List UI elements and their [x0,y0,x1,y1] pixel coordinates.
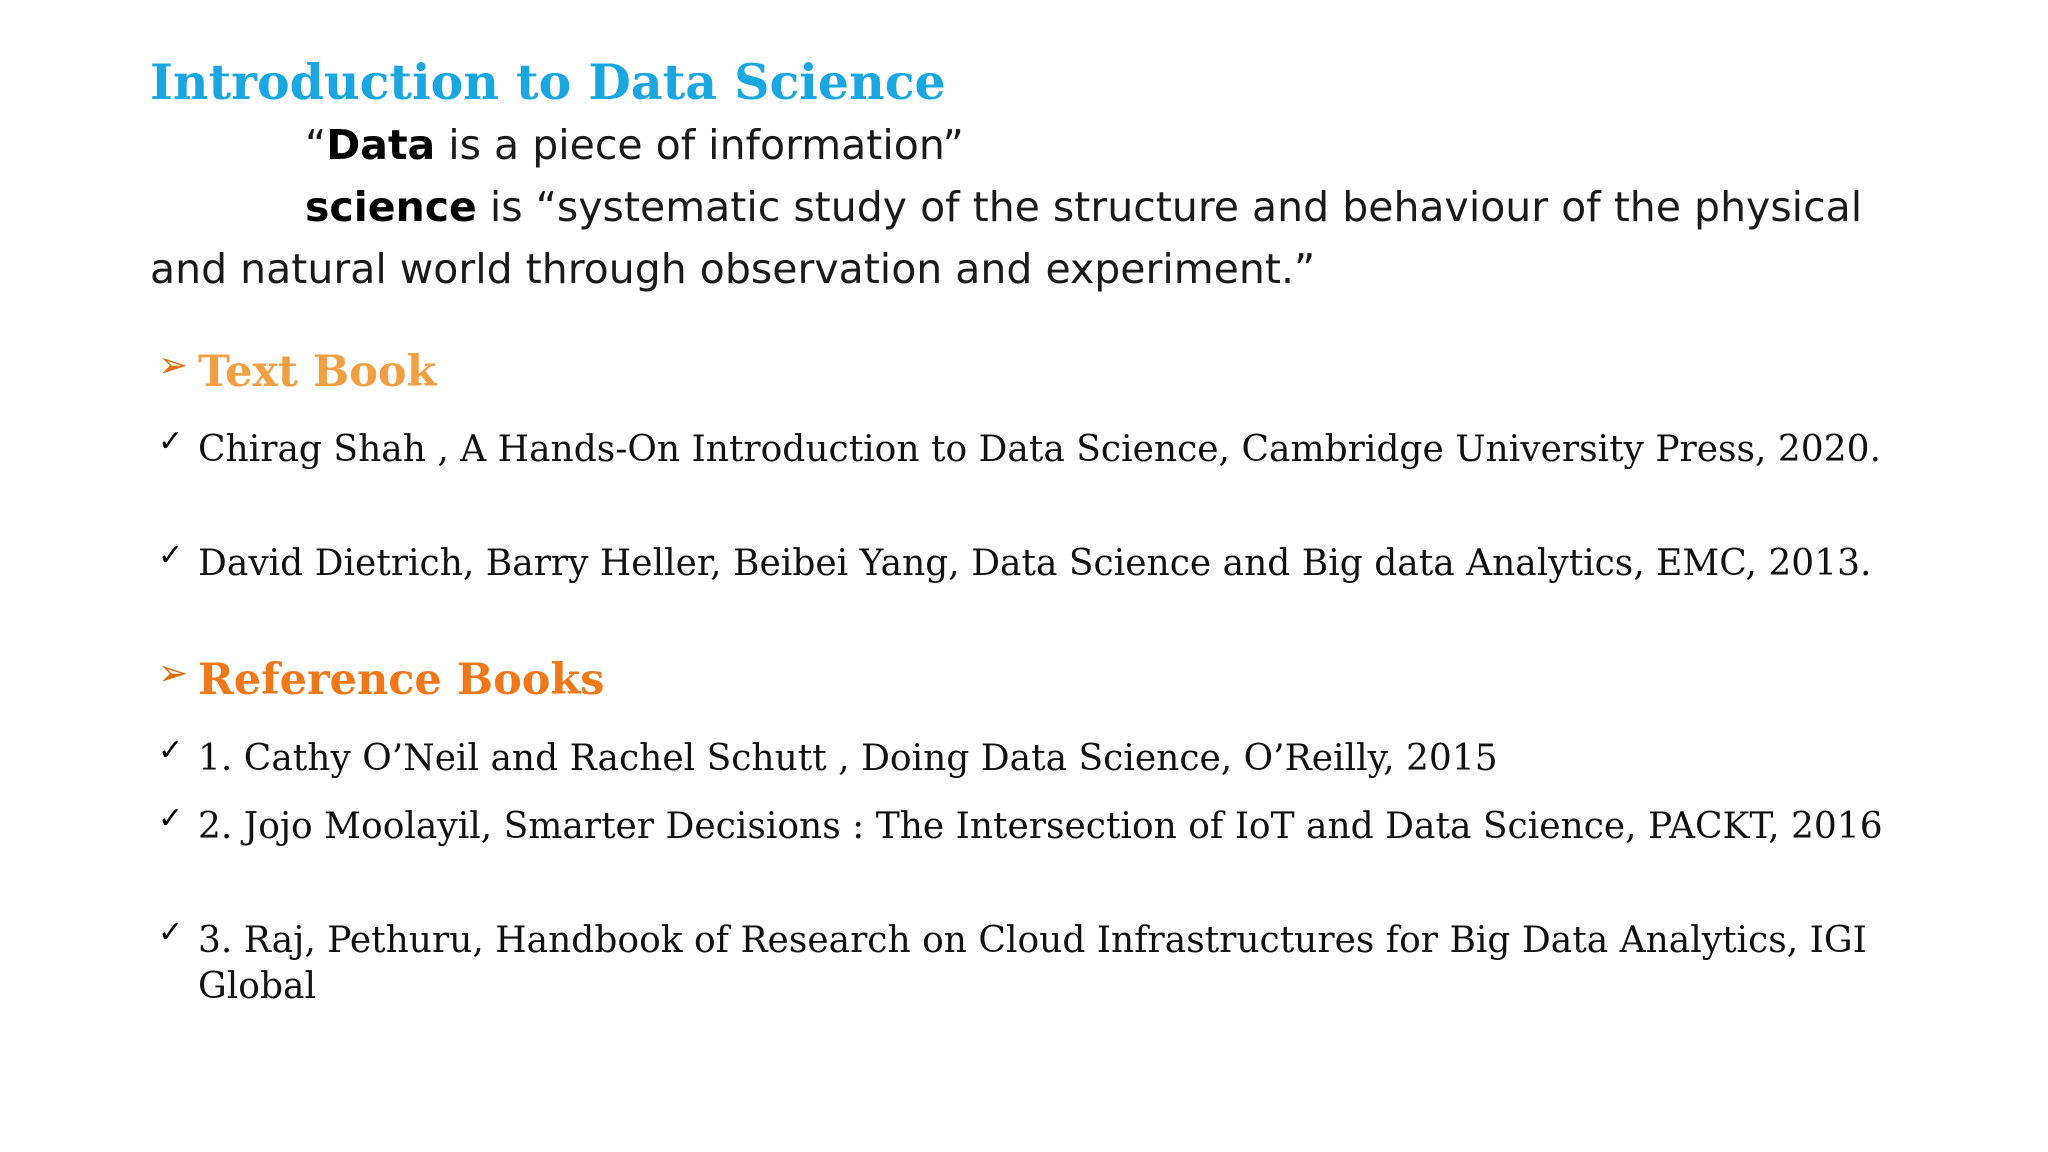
reference-books-heading [158,653,605,710]
checkmark-icon: ✓ [158,733,184,768]
checkmark-icon: ✓ [158,801,184,836]
checkmark-icon: ✓ [158,915,184,950]
science-definition-text-2: and natural world through observation and experiment.” [150,245,1316,293]
science-definition-text-1: is “systematic study of the structure and behaviour of the physical [476,183,1863,231]
reference-item-1: 1. Cathy O’Neil and Rachel Schutt , Doing Data Science, O’Reilly, 2015 [198,738,1498,779]
science-term: science [305,183,477,231]
text-book-item-1: Chirag Shah , A Hands-On Introduction to Data Science, Cambridge University Press, 2020. [198,429,1881,470]
text-book-label: Text Book [198,347,437,397]
reference-item-3: 3. Raj, Pethuru, Handbook of Research on Cloud Infrastructures for Big Data Analytics, IGI Global [198,920,1867,1007]
list-item [158,915,1883,1010]
arrow-bullet-icon: ➢ [158,653,189,694]
data-term: Data [326,121,436,169]
open-quote: “ [305,121,327,169]
reference-books-label: Reference Books [198,655,605,705]
list-item [158,538,1883,587]
slide-title: Introduction to Data Science [150,53,946,111]
text-book-heading [158,345,437,402]
checkmark-icon: ✓ [158,538,184,573]
science-definition [150,176,1890,238]
science-definition-continued [150,238,1890,300]
data-definition-text: is a piece of information” [435,121,964,169]
list-item [158,424,1883,473]
checkmark-icon: ✓ [158,424,184,459]
reference-item-2: 2. Jojo Moolayil, Smarter Decisions : The Intersection of IoT and Data Science, PACKT, 2016 [198,806,1883,847]
arrow-bullet-icon: ➢ [158,345,189,386]
list-item [158,733,1883,782]
data-definition [150,114,1890,176]
definitions-block [150,114,1890,300]
text-book-item-2: David Dietrich, Barry Heller, Beibei Yang, Data Science and Big data Analytics, EMC, 2013. [198,543,1872,584]
list-item [158,801,1883,850]
